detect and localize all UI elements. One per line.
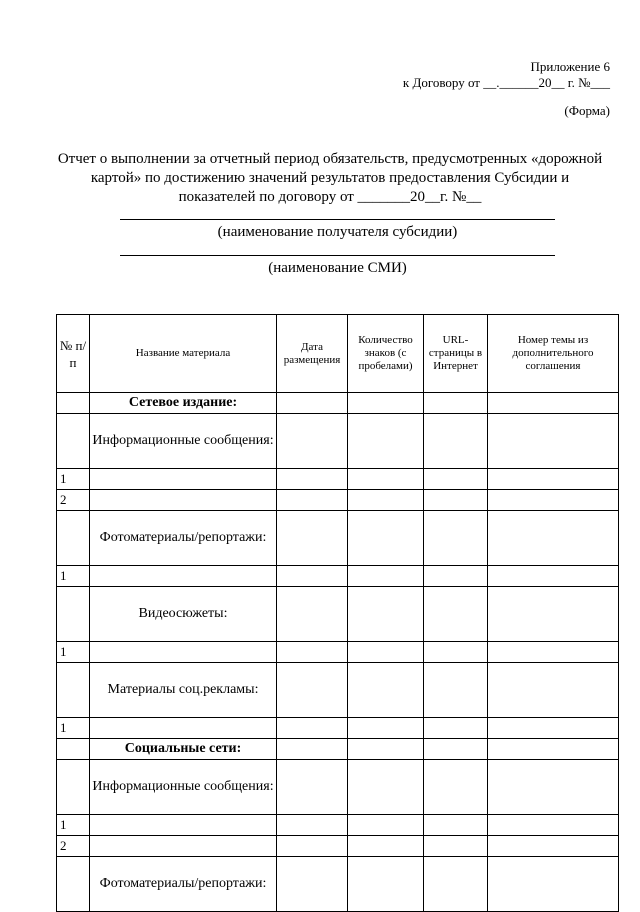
- date-cell[interactable]: [277, 857, 348, 912]
- table-row: [57, 566, 619, 587]
- date-cell[interactable]: [277, 663, 348, 718]
- row-number-cell[interactable]: 1: [57, 642, 90, 663]
- report-table: [56, 314, 619, 912]
- material-title-cell[interactable]: [90, 718, 277, 739]
- row-number-cell[interactable]: 2: [57, 836, 90, 857]
- table-body: [57, 393, 619, 912]
- table-row: [57, 739, 619, 760]
- row-number-cell[interactable]: 1: [57, 718, 90, 739]
- topic-number-cell[interactable]: [488, 815, 619, 836]
- url-cell[interactable]: [424, 760, 488, 815]
- row-number-cell[interactable]: 1: [57, 566, 90, 587]
- row-number-cell[interactable]: [57, 760, 90, 815]
- char-count-cell[interactable]: [348, 760, 424, 815]
- table-row: [57, 642, 619, 663]
- table-row: [57, 663, 619, 718]
- row-number-cell[interactable]: 2: [57, 490, 90, 511]
- topic-number-cell[interactable]: [488, 490, 619, 511]
- url-cell[interactable]: [424, 718, 488, 739]
- date-cell[interactable]: [277, 587, 348, 642]
- date-cell[interactable]: [277, 469, 348, 490]
- column-header-number: № п/ п: [57, 315, 90, 393]
- topic-number-cell[interactable]: [488, 836, 619, 857]
- table-row: [57, 490, 619, 511]
- subsection-title-cell[interactable]: Информационные сообщения:: [90, 760, 277, 815]
- char-count-cell[interactable]: [348, 587, 424, 642]
- column-header-char-count: Количество знаков (с пробелами): [348, 315, 424, 393]
- section-title-cell[interactable]: Социальные сети:: [90, 739, 277, 760]
- date-cell[interactable]: [277, 566, 348, 587]
- subsection-title-cell[interactable]: Фотоматериалы/репортажи:: [90, 511, 277, 566]
- url-cell[interactable]: [424, 414, 488, 469]
- table-row: [57, 469, 619, 490]
- date-cell[interactable]: [277, 836, 348, 857]
- column-header-topic-number: Номер темы из дополнительного соглашения: [488, 315, 619, 393]
- column-header-title: Название материала: [90, 315, 277, 393]
- contract-reference: к Договору от __.______20__ г. №___: [402, 75, 610, 90]
- url-cell[interactable]: [424, 469, 488, 490]
- url-cell[interactable]: [424, 587, 488, 642]
- row-number-cell[interactable]: [57, 414, 90, 469]
- table-row: [57, 393, 619, 414]
- char-count-cell[interactable]: [348, 815, 424, 836]
- table-row: [57, 587, 619, 642]
- topic-number-cell[interactable]: [488, 857, 619, 912]
- char-count-cell[interactable]: [348, 511, 424, 566]
- topic-number-cell[interactable]: [488, 718, 619, 739]
- topic-number-cell[interactable]: [488, 760, 619, 815]
- url-cell[interactable]: [424, 566, 488, 587]
- url-cell[interactable]: [424, 836, 488, 857]
- topic-number-cell[interactable]: [488, 414, 619, 469]
- date-cell[interactable]: [277, 414, 348, 469]
- media-name-line[interactable]: [120, 255, 555, 256]
- date-cell[interactable]: [277, 760, 348, 815]
- material-title-cell[interactable]: [90, 566, 277, 587]
- annex-label: Приложение 6: [530, 59, 610, 74]
- url-cell[interactable]: [424, 739, 488, 760]
- char-count-cell[interactable]: [348, 469, 424, 490]
- url-cell[interactable]: [424, 642, 488, 663]
- form-label: (Форма): [564, 103, 610, 118]
- recipient-name-line[interactable]: [120, 219, 555, 220]
- date-cell[interactable]: [277, 739, 348, 760]
- media-caption: (наименование СМИ): [268, 260, 407, 276]
- char-count-cell[interactable]: [348, 393, 424, 414]
- url-cell[interactable]: [424, 663, 488, 718]
- date-cell[interactable]: [277, 718, 348, 739]
- topic-number-cell[interactable]: [488, 566, 619, 587]
- date-cell[interactable]: [277, 511, 348, 566]
- topic-number-cell[interactable]: [488, 469, 619, 490]
- date-cell[interactable]: [277, 815, 348, 836]
- column-header-url: URL-страницы в Интернет: [424, 315, 488, 393]
- material-title-cell[interactable]: [90, 836, 277, 857]
- date-cell[interactable]: [277, 393, 348, 414]
- row-number-cell[interactable]: [57, 663, 90, 718]
- column-header-date: Дата размещения: [277, 315, 348, 393]
- report-title-line-2: картой» по достижению значений результатов предоставления Субсидии и: [90, 170, 570, 186]
- char-count-cell[interactable]: [348, 857, 424, 912]
- url-cell[interactable]: [424, 490, 488, 511]
- topic-number-cell[interactable]: [488, 587, 619, 642]
- topic-number-cell[interactable]: [488, 393, 619, 414]
- recipient-caption: (наименование получателя субсидии): [217, 224, 458, 240]
- date-cell[interactable]: [277, 642, 348, 663]
- url-cell[interactable]: [424, 511, 488, 566]
- report-title: [50, 150, 610, 207]
- table-row: [57, 836, 619, 857]
- material-title-cell[interactable]: [90, 469, 277, 490]
- subsection-title-cell[interactable]: Информационные сообщения:: [90, 414, 277, 469]
- report-title-line-1: Отчет о выполнении за отчетный период обязательств, предусмотренных «дорожной: [57, 151, 603, 167]
- topic-number-cell[interactable]: [488, 642, 619, 663]
- report-title-line-3: показателей по договору от _______20__г. №__: [178, 189, 482, 205]
- char-count-cell[interactable]: [348, 414, 424, 469]
- subsection-title-cell[interactable]: Видеосюжеты:: [90, 587, 277, 642]
- row-number-cell[interactable]: 1: [57, 469, 90, 490]
- row-number-cell[interactable]: [57, 393, 90, 414]
- char-count-cell[interactable]: [348, 490, 424, 511]
- row-number-cell[interactable]: [57, 587, 90, 642]
- url-cell[interactable]: [424, 815, 488, 836]
- row-number-cell[interactable]: 1: [57, 815, 90, 836]
- table-row: [57, 815, 619, 836]
- table-row: [57, 760, 619, 815]
- table-row: [57, 511, 619, 566]
- table-header-row: [57, 315, 619, 393]
- material-title-cell[interactable]: [90, 815, 277, 836]
- table-row: [57, 718, 619, 739]
- char-count-cell[interactable]: [348, 566, 424, 587]
- material-title-cell[interactable]: [90, 490, 277, 511]
- material-title-cell[interactable]: [90, 642, 277, 663]
- topic-number-cell[interactable]: [488, 663, 619, 718]
- row-number-cell[interactable]: [57, 857, 90, 912]
- date-cell[interactable]: [277, 490, 348, 511]
- subsection-title-cell[interactable]: Фотоматериалы/репортажи:: [90, 857, 277, 912]
- topic-number-cell[interactable]: [488, 739, 619, 760]
- row-number-cell[interactable]: [57, 511, 90, 566]
- table-row: [57, 414, 619, 469]
- subsection-title-cell[interactable]: Материалы соц.рекламы:: [90, 663, 277, 718]
- url-cell[interactable]: [424, 857, 488, 912]
- char-count-cell[interactable]: [348, 836, 424, 857]
- char-count-cell[interactable]: [348, 739, 424, 760]
- table-row: [57, 857, 619, 912]
- topic-number-cell[interactable]: [488, 511, 619, 566]
- char-count-cell[interactable]: [348, 663, 424, 718]
- char-count-cell[interactable]: [348, 642, 424, 663]
- section-title-cell[interactable]: Сетевое издание:: [90, 393, 277, 414]
- char-count-cell[interactable]: [348, 718, 424, 739]
- row-number-cell[interactable]: [57, 739, 90, 760]
- url-cell[interactable]: [424, 393, 488, 414]
